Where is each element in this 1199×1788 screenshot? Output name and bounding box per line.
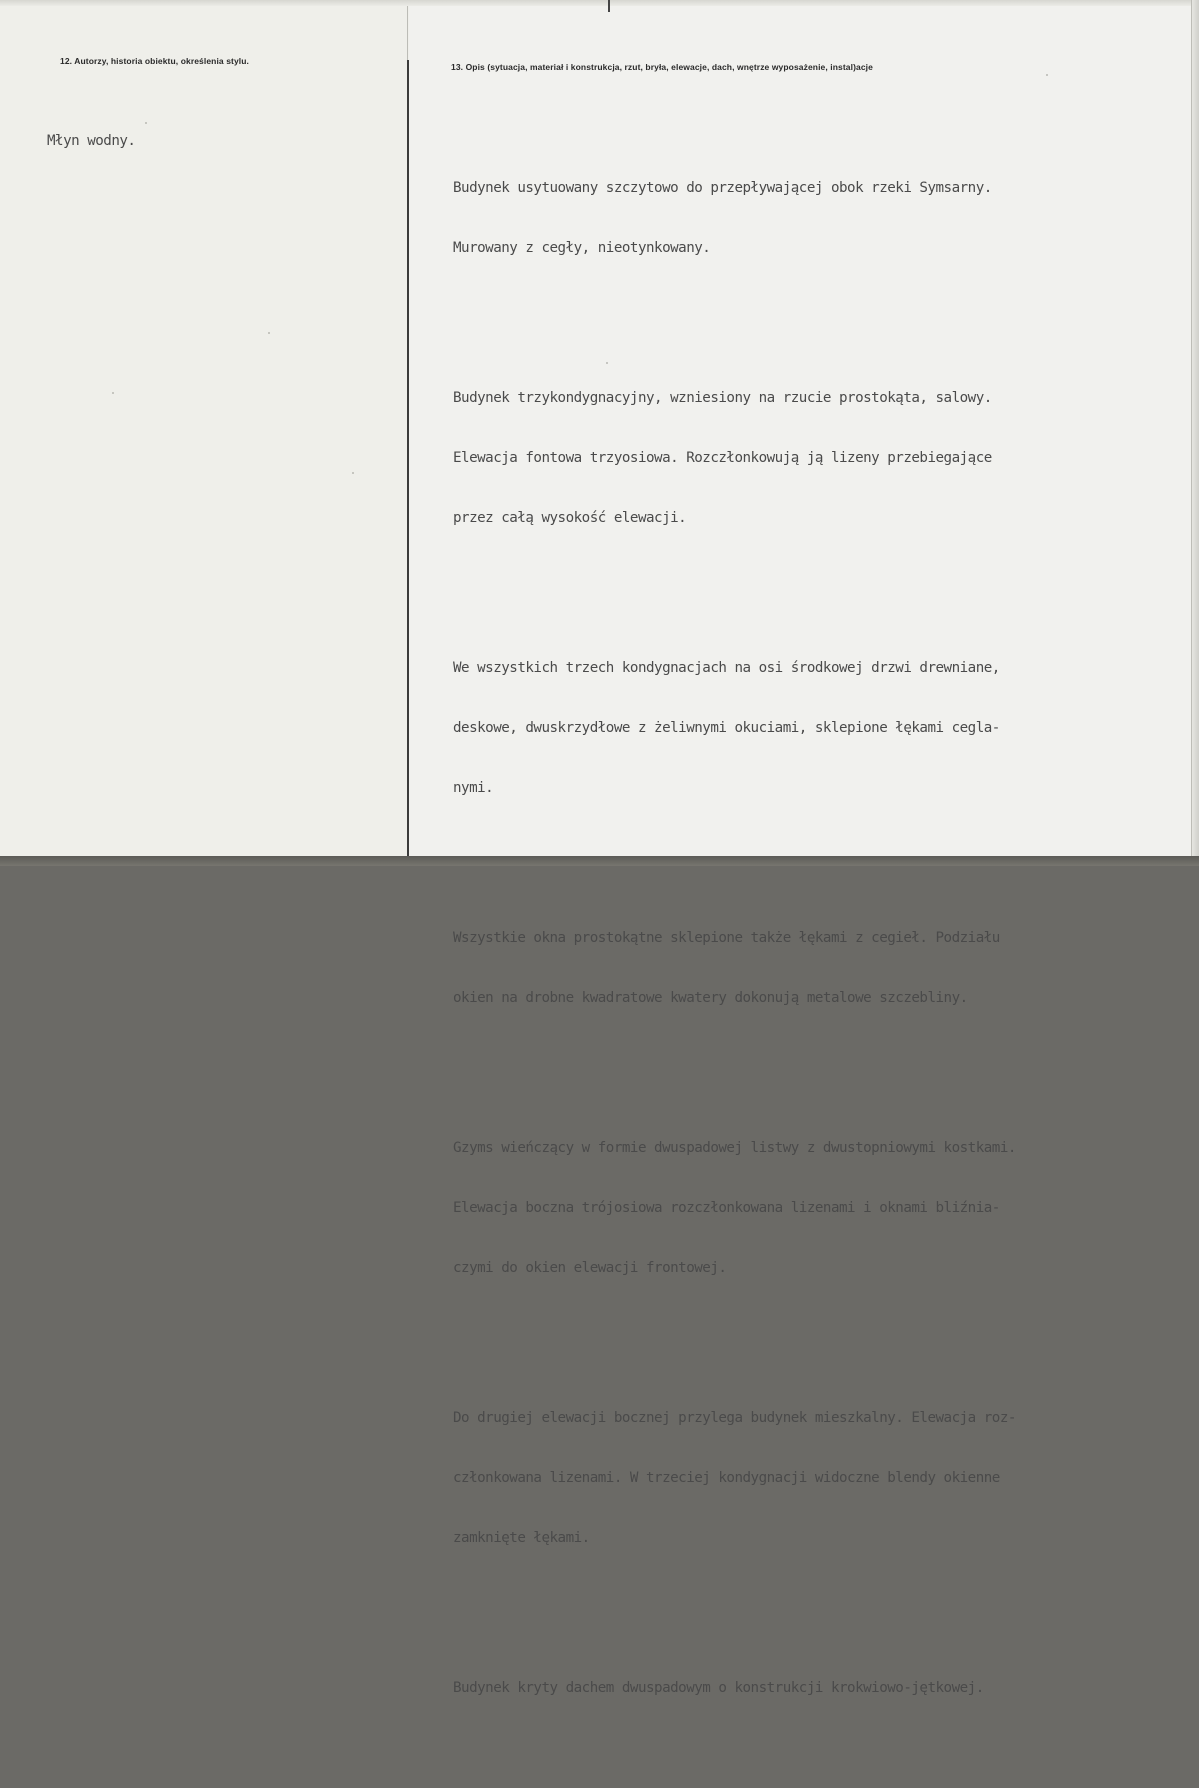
paragraph-roof <box>453 1638 1183 1738</box>
text-line: Elewacja boczna trójosiowa rozczłonkowana lizenami i oknami bliźnia- <box>453 1200 1000 1216</box>
section-13-body <box>453 98 1183 1788</box>
text-line: członkowana lizenami. W trzeciej kondygnacji widoczne blendy okienne <box>453 1470 1000 1486</box>
paper-speck <box>112 392 114 394</box>
text-line: Elewacja fontowa trzyosiowa. Rozczłonkowują ją lizeny przebiegające <box>453 450 992 466</box>
text-line: nymi. <box>453 780 494 796</box>
sheet-right-edge <box>1191 0 1199 856</box>
paper-speck <box>352 472 354 474</box>
paper-speck <box>1046 74 1048 76</box>
section-12-heading: 12. Autorzy, historia obiektu, określenia stylu. <box>60 56 250 66</box>
section-12-text <box>47 91 135 191</box>
text-line: deskowe, dwuskrzydłowe z żeliwnymi okuciami, sklepione łękami cegla- <box>453 720 1000 736</box>
paragraph-windows <box>453 888 1183 1048</box>
text-line: Budynek kryty dachem dwuspadowym o konstrukcji krokwiowo-jętkowej. <box>453 1680 984 1696</box>
text-line: Budynek usytuowany szczytowo do przepływającej obok rzeki Symsarny. <box>453 180 992 196</box>
section-13-heading: 13. Opis (sytuacja, materiał i konstrukcja, rzut, bryła, elewacje, dach, wnętrze wyposażenie, instal)acje <box>451 62 873 72</box>
text-line: czymi do okien elewacji frontowej. <box>453 1260 727 1276</box>
column-divider-faint <box>407 6 408 60</box>
paragraph-structure <box>453 348 1183 568</box>
column-divider <box>407 60 409 856</box>
sheet-top-edge <box>0 0 1199 6</box>
text-line: okien na drobne kwadratowe kwatery dokonują metalowe szczebliny. <box>453 990 968 1006</box>
paragraph-doors <box>453 618 1183 838</box>
text-line: zamknięte łękami. <box>453 1530 590 1546</box>
scanner-bottom-edge <box>0 856 1199 866</box>
text-line: Wszystkie okna prostokątne sklepione także łękami z cegieł. Podziału <box>453 930 1000 946</box>
text-line: Do drugiej elewacji bocznej przylega budynek mieszkalny. Elewacja roz- <box>453 1410 1016 1426</box>
text-line: Murowany z cegły, nieotynkowany. <box>453 240 711 256</box>
paragraph-location <box>453 138 1183 298</box>
paper-speck <box>145 122 147 124</box>
text-line: przez całą wysokość elewacji. <box>453 510 687 526</box>
text-line: We wszystkich trzech kondygnacjach na osi środkowej drzwi drewniane, <box>453 660 1000 676</box>
section-12-line: Młyn wodny. <box>47 133 136 149</box>
paper-speck <box>268 332 270 334</box>
paragraph-side-elevation <box>453 1368 1183 1588</box>
paragraph-cornice <box>453 1098 1183 1318</box>
text-line: Budynek trzykondygnacyjny, wzniesiony na rzucie prostokąta, salowy. <box>453 390 992 406</box>
top-fold-mark <box>608 0 610 12</box>
paper-speck <box>606 362 608 364</box>
text-line: Gzyms wieńczący w formie dwuspadowej listwy z dwustopniowymi kostkami. <box>453 1140 1016 1156</box>
